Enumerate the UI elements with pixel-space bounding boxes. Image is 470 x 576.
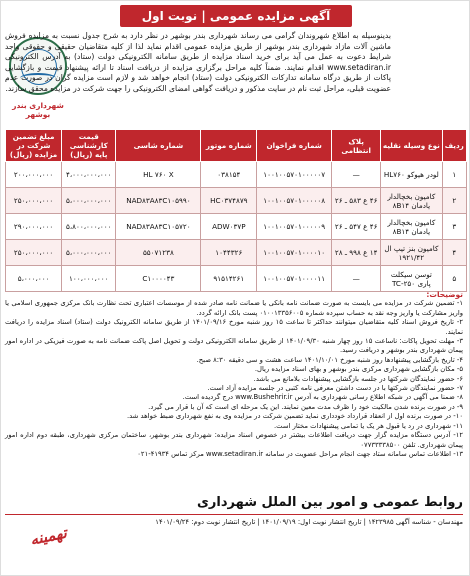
note-item: ۲- تاریخ فروش اسناد کلیه متقاضیان میتوانند حداکثر تا ساعت ۱۵ روز شنبه مورخ ۱۴۰۱/۰۹/۱۶ از طریق سامانه الکترونیک دولت (ستاد) اسناد مزایده را دریافت نمایند. [5,318,463,336]
intro-paragraph: بدینوسیله به اطلاع شهروندان گرامی می رساند شهرداری بندر بوشهر در نظر دارد به شرح جدول نسبت به مزایده فروش ماشین آلات مازاد شهرداری بندر بوشهر از طریق مزایده عمومی اقدام نماید لذا از کلیه متقاضیان حقیقی و حقوقی واجد شرایط دعوت به عمل می آید برای خرید اسناد مزایده از طریق سامانه الکترونیکی دولت (ستاد) به آدرس الکترونیکی www.setadiran.ir اقدام نمایند. ضمناً کلیه مراحل برگزاری مزایده از دریافت اسناد تا ارائه پیشنهاد قیمت و بازگشایی پاکات از طریق درگاه سامانه تدارکات الکترونیکی دولت (ستاد) انجام خواهد شد و لازم است مزایده گران در صورت عدم عضویت قبلی، مراحل ثبت نام در سایت مذکور و دریافت گواهی امضای الکترونیکی را جهت شرکت در مزایده محقق سازند. [5,31,391,93]
publisher-stamp [7,519,67,565]
cell-call-number: ۱۰۰۱۰۰۵۷۰۱۰۰۰۰۱۱ [257,266,332,292]
note-item: ۶- حضور نمایندگان شرکتها در جلسه بازگشایی پیشنهادات بلامانع می باشد. [253,374,463,383]
cell-chassis-number: C۱۰۰۰۰۴۳ [116,266,201,292]
cell-chassis-number: ۵۵۰۷۱۲۳۸ [116,240,201,266]
cell-engine-number: ADW۰۳۷P [201,214,257,240]
cell-base-price: ۵،۰۰۰،۰۰۰،۰۰۰ [62,188,116,214]
cell-row-number: ۳ [442,214,466,240]
col-header-call-number: شماره فراخوان [257,130,332,162]
note-item: ۱۱- شهرداری در رد یا قبول هر یک یا تمامی پیشنهادات مختار است. [273,421,463,430]
note-item: ۵- مکان بازگشایی شهرداری مرکزی بندر بوشهر و بهای اسناد مزایده ریال. [254,365,463,374]
cell-guarantee: ۲۵۰،۰۰۰،۰۰۰ [6,240,62,266]
note-item: ۸- ضمنا می آگهی در شبکه اطلاع رسانی شهرداری به آدرس www.Bushehrir.ir درج گردیده است. [182,393,463,402]
cell-vehicle-type: توسن سیکلت پاری ۲۵۰-TC [381,266,442,292]
col-header-guarantee: مبلغ تضمین شرکت در مزایده (ریال) [6,130,62,162]
table-header-row [6,130,467,162]
cell-plate: ۱۴ ع ۹۹۸ ـ ۲۸ [332,240,381,266]
cell-engine-number: HC۰۳۷۴۸۷۹ [201,188,257,214]
cell-base-price: ۱۰۰،۰۰۰،۰۰۰ [62,266,116,292]
table-row [6,214,467,240]
cell-engine-number: ۱۰۴۴۳۲۶ [201,240,257,266]
cell-base-price: ۴،۰۰۰،۰۰۰،۰۰۰ [62,162,116,188]
note-item: ۴- تاریخ بازگشایی پیشنهادها روز شنبه مورخ ۱۴۰۱/۱۰/۰۱ ساعت هشت و سی دقیقه ۸:۳۰ صبح. [196,355,463,364]
note-item: ۱۲- آدرس دستگاه مزایده گزار جهت دریافت اطلاعات بیشتر در خصوص اسناد مزایده: شهرداری بندر بوشهر، ساختمان مرکزی شهرداری، طبقه دوم اداره امور پیمان شهرداری. تلفن ۰۷۷۳۳۳۳۸۵۰۰ [5,431,463,449]
cell-plate: ۴۶ ع ۵۸۳ ـ ۲۶ [332,188,381,214]
cell-plate: — [332,162,381,188]
stamp-text: تهمینه [28,523,69,549]
cell-vehicle-type: کامیون بخچالدار یادمان ۸B۱۴ [381,214,442,240]
notes-title: توضیحات: [426,290,463,299]
table-row [6,188,467,214]
note-item: ۱۰- در صورت برنده اول از انعقاد قرارداد خودداری نماید تضمین شرکت در مزایده وی به نفع شهرداری ضبط خواهد شد. [126,412,463,421]
col-header-engine-number: شماره موتور [201,130,257,162]
cell-call-number: ۱۰۰۱۰۰۵۷۰۱۰۰۰۰۱۰ [257,240,332,266]
cell-engine-number: ۰۳۸۱۵۴ [201,162,257,188]
header [1,5,470,27]
footer-title: روابط عمومی و امور بین الملل شهرداری [197,495,463,510]
col-header-base-price: قیمت کارشناسی پایه (ریال) [62,130,116,162]
table-row [6,266,467,292]
col-header-row-number: ردیف [442,130,466,162]
table-row [6,162,467,188]
note-item: ۳- مهلت تحویل پاکات: ناساعت ۱۵ روز چهار شنبه ۱۴۰۱/۰۹/۳۰ از طریق سامانه الکترونیکی دولت و تحویل اصل پاکت ضمانت نامه به صورت فیزیکی در اداره امور پیمان شهرداری بندر بوشهر و دریافت رسید. [5,337,463,355]
cell-guarantee: ۲۵۰،۰۰۰،۰۰۰ [6,188,62,214]
cell-vehicle-type: کامیون بنز تیپ ال ۱۹۲۱/۴۲ [381,240,442,266]
cell-plate: ۴۶ ع ۵۴۷ ـ ۲۶ [332,214,381,240]
cell-vehicle-type: کامیون بخچالدار یادمان ۸B۱۴ [381,188,442,214]
col-header-vehicle-type: نوع وسیله نقلیه [381,130,442,162]
footer-publication-info: مهندسان - شناسه آگهی ۱۴۲۳۹۸۵ | تاریخ انتشار نوبت اول: ۱۴۰۱/۰۹/۱۹ | تاریخ انتشار نوبت دوم: ۱۴۰۱/۰۹/۲۴ [5,514,463,527]
cell-row-number: ۴ [442,240,466,266]
cell-engine-number: ۹۱۵۱۴۲۶۱ [201,266,257,292]
notes-section [5,290,463,459]
cell-plate: — [332,266,381,292]
auction-table [5,129,467,292]
table-row [6,240,467,266]
cell-chassis-number: HL ۷۶۰ X [116,162,201,188]
note-item: ۱۳- اطلاعات تماس سامانه ستاد جهت انجام مراحل عضویت در سامانه www.setadiran.ir مرکز تماس ۴۱۹۳۴-۰۲۱ [137,449,463,458]
cell-guarantee: ۵،۰۰۰،۰۰۰ [6,266,62,292]
cell-chassis-number: NAD۸۳A۸۳C۱۰۵۷۲۰ [116,214,201,240]
cell-base-price: ۵،۸۰۰،۰۰۰،۰۰۰ [62,214,116,240]
note-item: ۷- حضور نمایندگان شرکتها با در دست داشتن معرفی نامه کتبی در جلسه مزایده آزاد است. [207,384,463,393]
cell-row-number: ۵ [442,266,466,292]
cell-call-number: ۱۰۰۱۰۰۵۷۰۱۰۰۰۰۰۷ [257,162,332,188]
cell-chassis-number: NAD۸۳A۸۳C۱۰۵۹۹۰ [116,188,201,214]
ad-title: آگهی مزایده عمومی | نوبت اول [120,5,353,27]
cell-call-number: ۱۰۰۱۰۰۵۷۰۱۰۰۰۰۰۸ [257,188,332,214]
col-header-chassis-number: شماره شاسی [116,130,201,162]
cell-base-price: ۵،۰۰۰،۰۰۰،۰۰۰ [62,240,116,266]
cell-guarantee: ۲۹۰،۰۰۰،۰۰۰ [6,214,62,240]
cell-row-number: ۲ [442,188,466,214]
col-header-plate: پلاک انتظامی [332,130,381,162]
note-item: ۱- تضمین شرکت در مزایده می بایست به صورت ضمانت نامه بانکی یا ضمانت نامه صادر شده از موسسات اعتباری تحت نظارت بانک مرکزی جمهوری اسلامی یا واریز مشارکت یا واریز وجه نقد به حساب سپرده شماره ۰۱۰۰۱۳۳۵۶۰۰۵ پست بانک ارائه گردد. [5,299,463,317]
cell-guarantee: ۲۰۰،۰۰۰،۰۰۰ [6,162,62,188]
note-item: ۹- در صورت برنده شدن مالکیت خود را ظرف مدت معین نمایند. این یک مرحله ای است که آن با قرار می گیرد. [148,402,463,411]
logo-caption: شهرداری بندر بوشهر [12,101,64,119]
cell-row-number: ۱ [442,162,466,188]
cell-vehicle-type: لودر هیوکو HL۷۶۰ [381,162,442,188]
cell-call-number: ۱۰۰۱۰۰۵۷۰۱۰۰۰۰۰۹ [257,214,332,240]
footer [5,495,463,527]
